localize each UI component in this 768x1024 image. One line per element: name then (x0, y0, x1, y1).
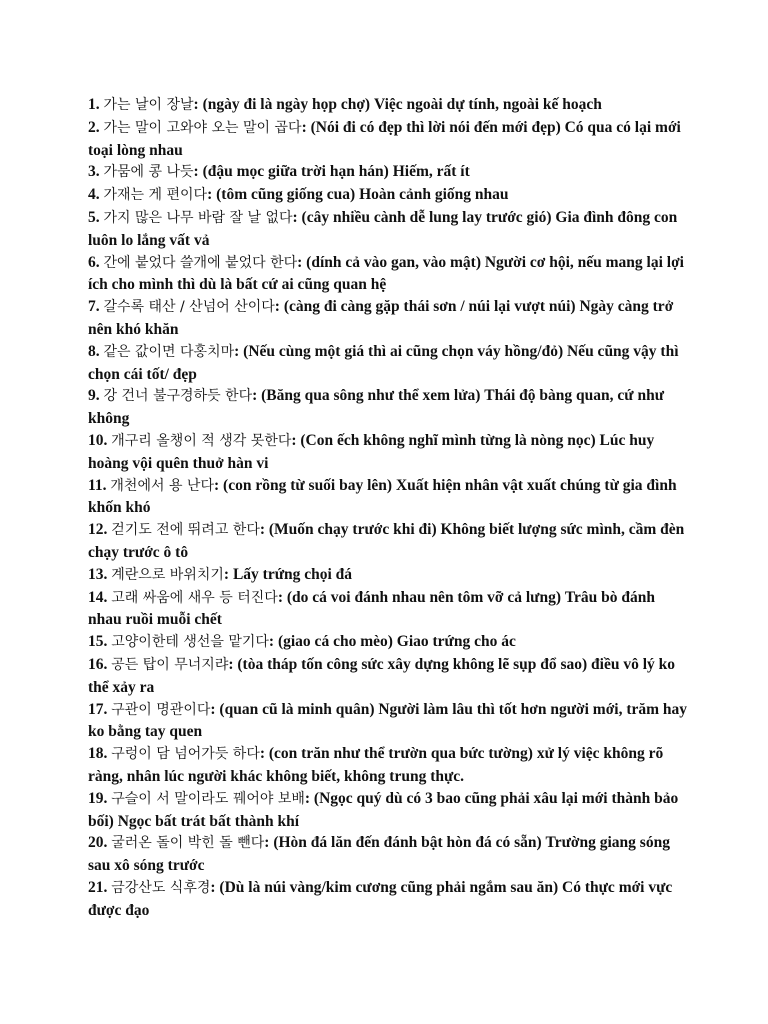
korean-proverb: 강 건너 불구경하듯 한다 (103, 388, 253, 405)
vietnamese-meaning: (Muốn chạy trước khi đi) Không biết lượng sức mình, cầm đèn chạy trước ô tô (88, 521, 685, 561)
vietnamese-meaning: Lấy trứng chọi đá (232, 565, 353, 583)
list-item: 9. 강 건너 불구경하듯 한다: (Băng qua sông như thể xem lửa) Thái độ bàng quan, cứ như không (88, 387, 665, 428)
vietnamese-meaning: (dính cả vào gan, vào mật) Người cơ hội, nếu mang lại lợi ích cho mình thì dù là bất cứ ai cũng quan hệ (88, 253, 684, 294)
item-number: 7. (88, 298, 100, 316)
list-item: 10. 개구리 올챙이 적 생각 못한다: (Con ếch không nghĩ mình từng là nòng nọc) Lúc huy hoàng vội quên thuở hàn vi (88, 431, 655, 472)
vietnamese-meaning: (Dù là núi vàng/kim cương cũng phải ngắm sau ăn) Có thực mới vực được đạo (88, 878, 673, 919)
vietnamese-meaning: (ngày đi là ngày họp chợ) Việc ngoài dự tính, ngoài kế hoạch (202, 96, 602, 113)
item-number: 12. (88, 521, 108, 539)
list-item: 21. 금강산도 식후경: (Dù là núi vàng/kim cương cũng phải ngắm sau ăn) Có thực mới vực được đạo (88, 878, 673, 919)
list-item: 13. 계란으로 바위치기: Lấy trứng chọi đá (88, 565, 353, 583)
list-item: 20. 굴러온 돌이 박힌 돌 뺀다: (Hòn đá lăn đến đánh bật hòn đá có sẵn) Trường giang sóng sau xô sóng trước (88, 834, 670, 875)
vietnamese-meaning: (Ngọc quý dù có 3 bao cũng phải xâu lại mới thành bảo bối) Ngọc bất trát bất thành khí (88, 789, 679, 830)
proverb-list (88, 94, 688, 921)
korean-proverb: 계란으로 바위치기 (111, 566, 224, 583)
item-number: 21. (88, 878, 108, 896)
vietnamese-meaning: (Con ếch không nghĩ mình từng là nòng nọc) Lúc huy hoàng vội quên thuở hàn vi (88, 431, 655, 472)
vietnamese-meaning: (do cá voi đánh nhau nên tôm vỡ cả lưng) Trâu bò đánh nhau ruồi muỗi chết (88, 588, 656, 629)
item-number: 14. (88, 588, 108, 606)
item-number: 5. (88, 208, 100, 226)
korean-proverb: 구슬이 서 말이라도 꿰어야 보배 (111, 790, 305, 807)
korean-proverb: 걷기도 전에 뛰려고 한다 (111, 522, 260, 539)
korean-proverb: 개구리 올챙이 적 생각 못한다 (111, 432, 292, 449)
vietnamese-meaning: (càng đi càng gặp thái sơn / núi lại vượt núi) Ngày càng trở nên khó khăn (88, 298, 674, 338)
item-number: 1. (88, 96, 100, 113)
item-number: 10. (88, 431, 108, 449)
korean-proverb: 가뭄에 콩 나듯 (103, 164, 194, 181)
item-number: 16. (88, 655, 108, 673)
korean-proverb: 고래 싸움에 새우 등 터진다 (111, 589, 278, 606)
korean-proverb: 고양이한테 생선을 맡기다 (111, 634, 269, 651)
korean-proverb: 개천에서 용 난다 (110, 477, 214, 494)
vietnamese-meaning: (tòa tháp tốn công sức xây dựng không lẽ sụp đổ sao) điều vô lý ko thể xảy ra (88, 655, 676, 696)
item-number: 19. (88, 789, 108, 807)
list-item: 16. 공든 탑이 무너지랴: (tòa tháp tốn công sức xây dựng không lẽ sụp đổ sao) điều vô lý ko thể xảy ra (88, 655, 676, 696)
item-number: 18. (88, 745, 108, 763)
item-number: 9. (88, 387, 100, 405)
vietnamese-meaning: (Băng qua sông như thể xem lửa) Thái độ bàng quan, cứ như không (88, 387, 665, 428)
vietnamese-meaning: (con trăn như thể trườn qua bức tường) xử lý việc không rõ ràng, nhân lúc người khác không biết, không trung thực. (88, 745, 664, 785)
vietnamese-meaning: (Hòn đá lăn đến đánh bật hòn đá có sẵn) Trường giang sóng sau xô sóng trước (88, 834, 670, 875)
list-item: 12. 걷기도 전에 뛰려고 한다: (Muốn chạy trước khi đi) Không biết lượng sức mình, cầm đèn chạy trước ô tô (88, 521, 685, 561)
list-item: 1. 가는 날이 장날: (ngày đi là ngày họp chợ) Việc ngoài dự tính, ngoài kế hoạch (88, 96, 602, 113)
korean-proverb: 가재는 게 편이다 (103, 187, 208, 204)
item-number: 2. (88, 118, 100, 136)
korean-proverb: 갈수록 태산 / 산넘어 산이다 (103, 299, 275, 316)
korean-proverb: 같은 값이면 다홍치마 (103, 343, 235, 360)
list-item: 19. 구슬이 서 말이라도 꿰어야 보배: (Ngọc quý dù có 3 bao cũng phải xâu lại mới thành bảo bối) Ngọc bất trát bất thành khí (88, 789, 679, 830)
item-number: 15. (88, 633, 108, 651)
korean-proverb: 가는 말이 고와야 오는 말이 곱다 (103, 119, 302, 136)
item-number: 20. (88, 834, 108, 852)
list-item: 15. 고양이한테 생선을 맡기다: (giao cá cho mèo) Giao trứng cho ác (88, 633, 516, 651)
list-item: 4. 가재는 게 편이다: (tôm cũng giống cua) Hoàn cảnh giống nhau (88, 186, 509, 204)
list-item: 14. 고래 싸움에 새우 등 터진다: (do cá voi đánh nhau nên tôm vỡ cả lưng) Trâu bò đánh nhau ruồi muỗi chết (88, 588, 656, 629)
list-item: 11. 개천에서 용 난다: (con rồng từ suối bay lên) Xuất hiện nhân vật xuất chúng từ gia đình khốn khó (88, 476, 677, 517)
item-number: 17. (88, 700, 108, 718)
item-number: 13. (88, 565, 108, 583)
item-number: 11. (88, 476, 107, 494)
item-number: 3. (88, 163, 100, 181)
korean-proverb: 간에 붙었다 쓸개에 붙었다 한다 (103, 254, 298, 271)
korean-proverb: 구관이 명관이다 (111, 701, 211, 718)
vietnamese-meaning: (tôm cũng giống cua) Hoàn cảnh giống nhau (216, 186, 509, 204)
list-item: 2. 가는 말이 고와야 오는 말이 곱다: (Nói đi có đẹp thì lời nói đến mới đẹp) Có qua có lại mới toại lòng nhau (88, 118, 681, 159)
list-item: 3. 가뭄에 콩 나듯: (đậu mọc giữa trời hạn hán) Hiếm, rất ít (88, 163, 470, 181)
vietnamese-meaning: (con rồng từ suối bay lên) Xuất hiện nhân vật xuất chúng từ gia đình khốn khó (88, 476, 677, 517)
item-number: 4. (88, 186, 100, 204)
korean-proverb: 금강산도 식후경 (111, 879, 211, 896)
korean-proverb: 구렁이 담 넘어가듯 하다 (111, 746, 260, 763)
korean-proverb: 가는 날이 장날 (103, 97, 194, 113)
vietnamese-meaning: (giao cá cho mèo) Giao trứng cho ác (277, 633, 516, 651)
list-item: 17. 구관이 명관이다: (quan cũ là minh quân) Người làm lâu thì tốt hơn người mới, trăm hay ko bằng tay quen (88, 700, 688, 741)
item-number: 6. (88, 253, 100, 271)
vietnamese-meaning: (đậu mọc giữa trời hạn hán) Hiếm, rất ít (202, 163, 470, 181)
list-item: 8. 같은 값이면 다홍치마: (Nếu cùng một giá thì ai cũng chọn váy hồng/đỏ) Nếu cũng vậy thì chọn cái tốt/ đẹp (88, 342, 679, 383)
vietnamese-meaning: (Nếu cùng một giá thì ai cũng chọn váy hồng/đỏ) Nếu cũng vậy thì chọn cái tốt/ đẹp (88, 342, 679, 383)
vietnamese-meaning: (cây nhiều cành dễ lung lay trước gió) Gia đình đông con luôn lo lắng vất vả (88, 208, 678, 249)
korean-proverb: 가지 많은 나무 바람 잘 날 없다 (103, 209, 293, 226)
list-item: 6. 간에 붙었다 쓸개에 붙었다 한다: (dính cả vào gan, vào mật) Người cơ hội, nếu mang lại lợi ích cho mình thì dù là bất cứ ai cũng quan hệ (88, 253, 684, 294)
vietnamese-meaning: (quan cũ là minh quân) Người làm lâu thì tốt hơn người mới, trăm hay ko bằng tay quen (88, 700, 688, 741)
vietnamese-meaning: (Nói đi có đẹp thì lời nói đến mới đẹp) Có qua có lại mới toại lòng nhau (88, 118, 681, 159)
list-item: 18. 구렁이 담 넘어가듯 하다: (con trăn như thể trườn qua bức tường) xử lý việc không rõ ràng, nhân lúc người khác không biết, không trung thực. (88, 745, 664, 785)
korean-proverb: 굴러온 돌이 박힌 돌 뺀다 (111, 835, 265, 852)
korean-proverb: 공든 탑이 무너지랴 (111, 656, 229, 673)
list-item: 5. 가지 많은 나무 바람 잘 날 없다: (cây nhiều cành dễ lung lay trước gió) Gia đình đông con luôn lo lắng vất vả (88, 208, 678, 249)
item-number: 8. (88, 342, 100, 360)
list-item: 7. 갈수록 태산 / 산넘어 산이다: (càng đi càng gặp thái sơn / núi lại vượt núi) Ngày càng trở nên khó khăn (88, 298, 674, 338)
